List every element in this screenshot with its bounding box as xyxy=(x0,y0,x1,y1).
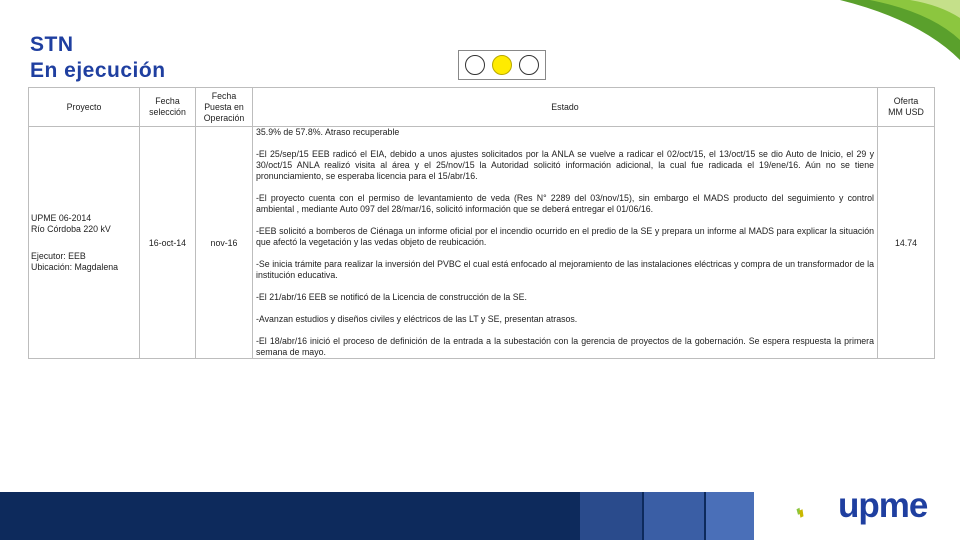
proyecto-ejecutor: Ejecutor: EEB xyxy=(31,250,86,261)
header-oferta-l2: MM USD xyxy=(888,107,924,117)
footer-stripe xyxy=(580,492,642,540)
estado-progress: 35.9% de 57.8%. Atraso recuperable xyxy=(256,127,400,137)
estado-item: -Avanzan estudios y diseños civiles y eléctricos de las LT y SE, presentan atrasos. xyxy=(256,314,578,324)
header-oferta-l1: Oferta xyxy=(893,96,919,106)
light-yellow-icon xyxy=(492,55,512,75)
footer-stripe xyxy=(644,492,704,540)
footer-stripe xyxy=(706,492,754,540)
header-fecha-puesta-l1: Fecha xyxy=(211,90,237,101)
proyecto-name: Río Córdoba 220 kV xyxy=(31,223,111,234)
header-fecha-puesta-l2: Puesta en xyxy=(204,101,244,112)
project-table xyxy=(28,87,935,359)
logo-text: upme xyxy=(838,486,928,525)
estado-item: -El 21/abr/16 EEB se notificó de la Licencia de construcción de la SE. xyxy=(256,292,527,302)
table-header-row xyxy=(29,88,935,127)
header-proyecto: Proyecto xyxy=(29,88,140,127)
light-off-icon xyxy=(519,55,539,75)
header-oferta xyxy=(878,88,935,127)
estado-item: -El 18/abr/16 inició el proceso de definición de la entrada a la subestación con la gerencia de proyectos de la gobernación. Se espera respuesta la primera semana de mayo. xyxy=(256,336,874,357)
estado-item: -El 25/sep/15 EEB radicó el EIA, debido a unos ajustes solicitados por la ANLA se vuelve a radicar el 02/oct/15, el 13/oct/15 se dio Auto de Inicio, el 29 y 30/oct/15 ANLA realizó visita al área y el 25/nov/15 la Autoridad solicitó información adicional, la cual fue radicada el 19/ene/16. Aún no se tiene pronunciamiento, se esperaba licencia para el 15/abr/16. xyxy=(256,149,874,181)
cell-fecha-puesta: nov-16 xyxy=(196,127,253,359)
traffic-light xyxy=(458,50,546,80)
proyecto-code: UPME 06-2014 xyxy=(31,212,92,223)
title-line-2: En ejecución xyxy=(30,59,166,82)
page-title xyxy=(30,32,166,84)
table-row xyxy=(29,127,935,359)
header-fecha-puesta-l3: Operación xyxy=(203,112,245,123)
header-fecha-seleccion: Fecha selección xyxy=(140,88,196,127)
title-line-1: STN xyxy=(30,33,74,56)
proyecto-ubicacion: Ubicación: Magdalena xyxy=(31,261,119,272)
estado-item: -Se inicia trámite para realizar la inversión del PVBC el cual está enfocado al mejoramiento de las instalaciones eléctricas y compra de un transformador de la institución educativa. xyxy=(256,259,874,280)
cell-oferta: 14.74 xyxy=(878,127,935,359)
estado-item: -EEB solicitó a bomberos de Ciénaga un informe oficial por el incendio ocurrido en el predio de la SE y prepara un informe al MADS para explicar la situación que afectó la vegetación y las vedas objeto de reubicación. xyxy=(256,226,874,247)
light-off-icon xyxy=(465,55,485,75)
cell-fecha-seleccion: 16-oct-14 xyxy=(140,127,196,359)
cell-estado xyxy=(253,127,878,359)
corner-decoration xyxy=(800,0,960,70)
estado-item: -El proyecto cuenta con el permiso de levantamiento de veda (Res N° 2289 del 03/nov/15), sin embargo el MADS producto del seguimiento y control ambiental , mediante Auto 097 del 28/mar/16, solicitó información que se deberá entregar el 01/06/16. xyxy=(256,193,874,214)
header-estado: Estado xyxy=(253,88,878,127)
upme-logo-icon xyxy=(795,486,835,540)
header-fecha-puesta xyxy=(196,88,253,127)
cell-proyecto xyxy=(29,127,140,359)
